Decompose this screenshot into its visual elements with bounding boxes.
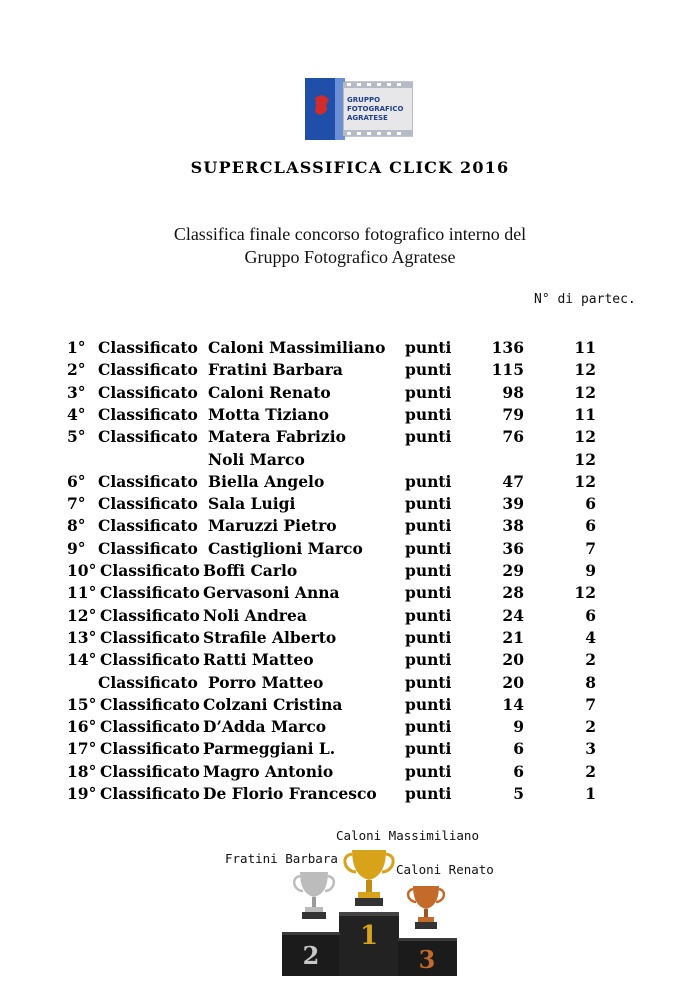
points-label: punti <box>405 538 452 558</box>
participations-value: 12 <box>574 583 596 603</box>
rank-label: Classificato <box>98 338 198 357</box>
gold-trophy-icon <box>345 850 393 906</box>
participations-value: 11 <box>574 404 596 424</box>
rank-position: 12° <box>67 605 97 625</box>
club-logo <box>305 76 413 142</box>
points-label: punti <box>405 650 452 670</box>
rank-label: Classificato <box>98 494 198 514</box>
points-value: 36 <box>502 538 524 558</box>
participations-value: 1 <box>585 784 596 803</box>
rank-label: Classificato <box>100 561 200 580</box>
rank-label: Classificato <box>100 605 200 625</box>
participant-name: Noli Marco <box>208 449 305 469</box>
points-value: 76 <box>502 427 524 447</box>
page-title: SUPERCLASSIFICA CLICK 2016 <box>190 158 510 177</box>
table-row <box>0 783 700 805</box>
points-value: 24 <box>502 605 524 625</box>
rank-position: 13° <box>67 627 97 647</box>
participant-name: Motta Tiziano <box>208 404 330 424</box>
points-label: punti <box>405 583 452 603</box>
table-row <box>0 605 700 627</box>
rank-label: Classificato <box>100 717 200 737</box>
bronze-trophy-icon <box>408 886 444 929</box>
table-row <box>0 694 700 716</box>
points-value: 21 <box>502 627 524 647</box>
table-row <box>0 382 700 404</box>
points-value: 20 <box>502 650 524 670</box>
subtitle-line-1: Classifica finale concorso fotografico interno del <box>173 224 527 244</box>
rank-label: Classificato <box>98 404 198 424</box>
subtitle-line-2: Gruppo Fotografico Agratese <box>244 247 456 267</box>
points-label: punti <box>405 672 452 692</box>
participant-name: Gervasoni Anna <box>203 583 340 603</box>
rank-position: 5° <box>67 427 86 447</box>
participations-value: 12 <box>574 427 596 447</box>
podium-graphic <box>282 846 457 976</box>
participant-name: Ratti Matteo <box>203 650 314 670</box>
points-label: punti <box>405 784 452 803</box>
participant-name: D’Adda Marco <box>203 717 327 737</box>
rank-label: Classificato <box>100 784 200 803</box>
participations-value: 6 <box>585 605 596 625</box>
participations-value: 12 <box>574 471 596 491</box>
participant-name: Matera Fabrizio <box>208 427 346 447</box>
table-row <box>0 449 700 471</box>
podium-number-2: 2 <box>302 941 320 970</box>
points-value: 136 <box>491 338 524 357</box>
points-value: 6 <box>513 739 524 759</box>
logo-text-1: GRUPPO <box>347 96 381 104</box>
points-label: punti <box>405 382 452 402</box>
podium-number-3: 3 <box>418 945 436 974</box>
participant-name: Maruzzi Pietro <box>208 516 337 536</box>
points-label: punti <box>405 471 452 491</box>
points-label: punti <box>405 360 452 380</box>
points-value: 5 <box>513 784 524 803</box>
participant-name: Strafile Alberto <box>203 627 337 647</box>
participant-name: Noli Andrea <box>203 605 307 625</box>
points-value: 14 <box>502 694 524 714</box>
table-row <box>0 560 700 582</box>
points-value: 98 <box>502 382 524 402</box>
participant-name: Fratini Barbara <box>208 360 343 380</box>
table-row <box>0 672 700 694</box>
participations-value: 12 <box>574 382 596 402</box>
participant-name: Boffi Carlo <box>203 561 298 580</box>
rank-position: 17° <box>67 739 97 759</box>
rank-label: Classificato <box>100 583 200 603</box>
podium-number-1: 1 <box>359 921 379 951</box>
points-value: 9 <box>513 717 524 737</box>
participant-name: Sala Luigi <box>208 494 296 514</box>
participations-value: 6 <box>585 516 596 536</box>
participant-name: Porro Matteo <box>208 672 324 692</box>
silver-trophy-icon <box>294 872 334 919</box>
participant-name: Biella Angelo <box>208 471 325 491</box>
points-label: punti <box>405 694 452 714</box>
participations-value: 9 <box>585 561 596 580</box>
table-row <box>0 627 700 649</box>
points-label: punti <box>405 427 452 447</box>
rank-position: 7° <box>67 494 86 514</box>
participant-name: De Florio Francesco <box>203 784 377 803</box>
rank-label: Classificato <box>98 672 198 692</box>
points-value: 79 <box>502 404 524 424</box>
points-value: 39 <box>502 494 524 514</box>
table-row <box>0 582 700 604</box>
participant-name: Castiglioni Marco <box>208 538 363 558</box>
rank-position: 15° <box>67 694 97 714</box>
table-row <box>0 515 700 537</box>
rank-label: Classificato <box>100 761 200 781</box>
participations-value: 7 <box>585 538 596 558</box>
participant-name: Parmeggiani L. <box>203 739 336 759</box>
points-label: punti <box>405 561 452 580</box>
podium-first-name: Caloni Massimiliano <box>336 828 479 843</box>
participant-name: Magro Antonio <box>203 761 334 781</box>
rank-label: Classificato <box>98 538 198 558</box>
points-label: punti <box>405 404 452 424</box>
participations-value: 2 <box>585 717 596 737</box>
table-row <box>0 337 700 359</box>
rank-position: 3° <box>67 382 86 402</box>
rank-label: Classificato <box>98 382 198 402</box>
logo-text-2: FOTOGRAFICO <box>347 105 404 113</box>
table-row <box>0 404 700 426</box>
participations-value: 6 <box>585 494 596 514</box>
points-value: 28 <box>502 583 524 603</box>
participant-name: Caloni Massimiliano <box>208 338 386 357</box>
participations-value: 2 <box>585 761 596 781</box>
points-value: 115 <box>491 360 524 380</box>
participations-header: N° di partec. <box>534 292 636 307</box>
rank-position: 8° <box>67 516 86 536</box>
table-row <box>0 761 700 783</box>
rank-label: Classificato <box>100 627 200 647</box>
rank-position: 10° <box>67 561 97 580</box>
table-row <box>0 493 700 515</box>
rank-position: 16° <box>67 717 97 737</box>
points-value: 29 <box>502 561 524 580</box>
rank-label: Classificato <box>98 360 198 380</box>
table-row <box>0 471 700 493</box>
podium-second-name: Fratini Barbara <box>225 851 338 866</box>
points-label: punti <box>405 761 452 781</box>
rank-position: 4° <box>67 404 86 424</box>
table-row <box>0 538 700 560</box>
table-row <box>0 426 700 448</box>
participations-value: 11 <box>574 338 596 357</box>
podium-third-name: Caloni Renato <box>396 862 494 877</box>
rank-label: Classificato <box>100 739 200 759</box>
table-row <box>0 649 700 671</box>
logo-text-3: AGRATESE <box>347 114 388 122</box>
participations-value: 2 <box>585 650 596 670</box>
participations-value: 12 <box>574 449 596 469</box>
participations-value: 12 <box>574 360 596 380</box>
participations-value: 3 <box>585 739 596 759</box>
participations-value: 4 <box>585 627 596 647</box>
points-label: punti <box>405 338 452 357</box>
participations-value: 8 <box>585 672 596 692</box>
points-label: punti <box>405 739 452 759</box>
rank-label: Classificato <box>98 427 198 447</box>
points-value: 47 <box>502 471 524 491</box>
participations-value: 7 <box>585 694 596 714</box>
points-value: 38 <box>502 516 524 536</box>
table-row <box>0 359 700 381</box>
rank-position: 14° <box>67 650 97 670</box>
rank-position: 9° <box>67 538 86 558</box>
rank-label: Classificato <box>100 650 200 670</box>
table-row <box>0 716 700 738</box>
points-value: 6 <box>513 761 524 781</box>
points-label: punti <box>405 605 452 625</box>
rank-position: 11° <box>67 583 97 603</box>
points-label: punti <box>405 627 452 647</box>
participant-name: Caloni Renato <box>208 382 331 402</box>
points-label: punti <box>405 494 452 514</box>
participant-name: Colzani Cristina <box>203 694 343 714</box>
points-label: punti <box>405 717 452 737</box>
rank-position: 6° <box>67 471 86 491</box>
rank-label: Classificato <box>98 471 198 491</box>
rank-label: Classificato <box>100 694 200 714</box>
points-value: 20 <box>502 672 524 692</box>
table-row <box>0 738 700 760</box>
rank-position: 2° <box>67 360 86 380</box>
rank-label: Classificato <box>98 516 198 536</box>
rank-position: 18° <box>67 761 97 781</box>
points-label: punti <box>405 516 452 536</box>
rank-position: 19° <box>67 784 97 803</box>
rank-position: 1° <box>67 338 86 357</box>
